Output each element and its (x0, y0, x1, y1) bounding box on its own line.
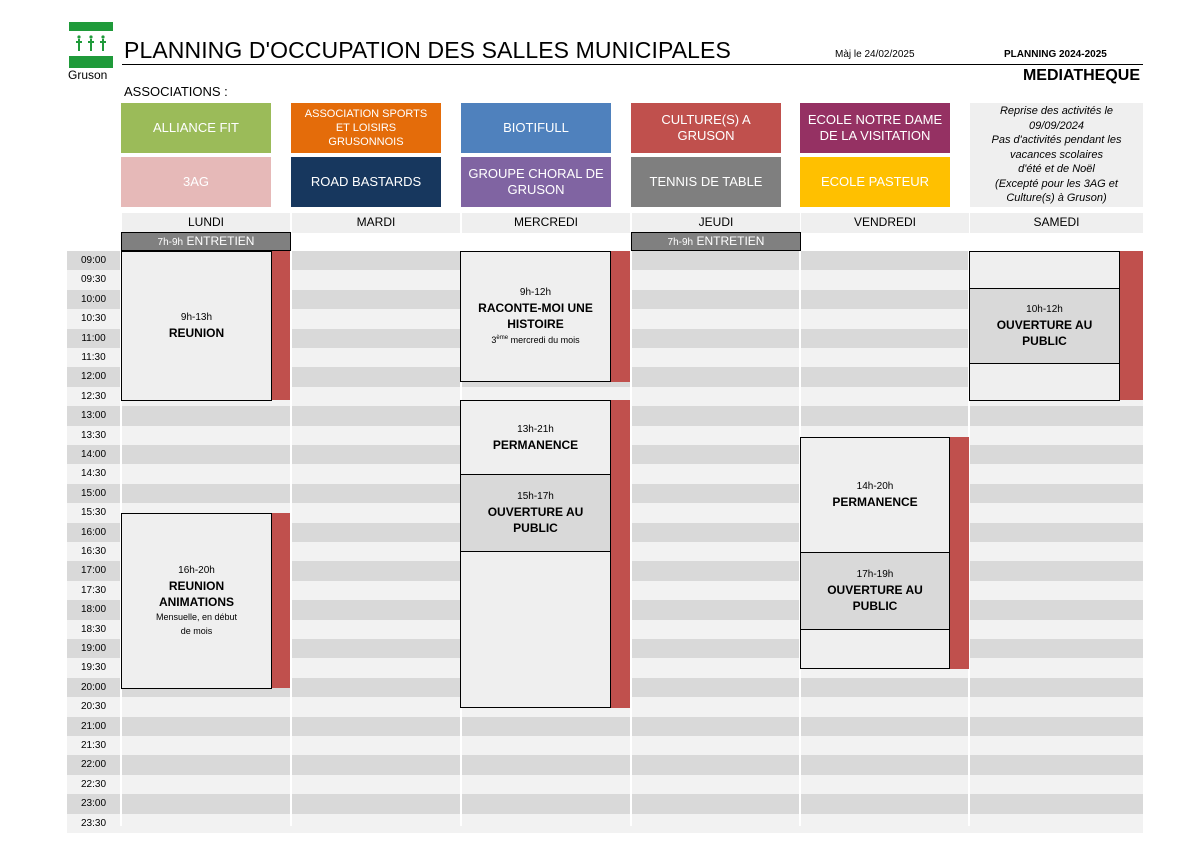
event-time: 14h-20h (856, 481, 894, 492)
association-tile: ASSOCIATION SPORTS ET LOISIRS GRUSONNOIS (291, 103, 441, 153)
event-subtitle (461, 332, 610, 346)
time-label: 22:30 (80, 778, 107, 790)
time-label: 16:00 (80, 526, 107, 538)
note-line: d'été et de Noël (1018, 163, 1095, 175)
event-title: REUNION (168, 326, 225, 340)
association-tile: ECOLE PASTEUR (800, 157, 950, 207)
event-lundi-reunion (121, 251, 272, 401)
event-title: OUVERTURE AU PUBLIC (996, 318, 1093, 348)
room-name: MEDIATHEQUE (1022, 67, 1140, 84)
time-row (67, 755, 1143, 774)
event-time: 13h-21h (517, 424, 554, 435)
note-line: 09/09/2024 (1028, 119, 1085, 132)
time-label: 15:00 (80, 487, 107, 499)
time-label: 19:00 (80, 643, 107, 654)
time-label: 13:00 (80, 410, 107, 422)
note-line: (Excepté pour les 3AG et (995, 177, 1118, 190)
time-label: 18:30 (80, 623, 107, 635)
day-header-samedi: SAMEDI (970, 213, 1143, 233)
time-row (67, 736, 1143, 755)
time-label: 11:00 (81, 332, 106, 344)
time-label: 18:00 (80, 604, 107, 616)
association-tile: BIOTIFULL (461, 103, 611, 153)
event-mercredi-ouverture (460, 474, 611, 552)
time-label: 21:30 (80, 740, 107, 751)
time-label: 09:30 (80, 274, 107, 286)
occupied-bar (950, 437, 969, 669)
occupied-bar (1120, 251, 1143, 400)
event-title: OUVERTURE AU PUBLIC (827, 583, 923, 613)
column-separator (290, 251, 292, 826)
time-label: 21:00 (80, 720, 107, 732)
association-tile: GROUPE CHORAL DE GRUSON (461, 157, 611, 207)
time-label: 12:00 (80, 371, 107, 383)
event-time: 9h-13h (180, 312, 213, 323)
time-label: 10:00 (80, 293, 107, 305)
event-time: 16h-20h (178, 565, 215, 576)
event-samedi-ouverture (969, 288, 1120, 364)
logo-crosses-icon (69, 33, 113, 53)
time-label: 23:30 (80, 817, 107, 829)
time-row (67, 794, 1143, 813)
time-label: 20:30 (80, 701, 107, 713)
time-label: 15:30 (80, 507, 107, 519)
logo-text: Gruson (68, 68, 108, 82)
time-label: 16:30 (80, 546, 107, 557)
title-divider (122, 64, 1143, 65)
time-label: 22:00 (80, 759, 107, 771)
entretien-time: 7h-9h (157, 237, 184, 248)
association-tile: 3AG (121, 157, 271, 207)
time-label: 13:30 (80, 429, 107, 441)
event-lundi-reunion-animations (121, 513, 272, 689)
note-line: Culture(s) à Gruson) (1006, 192, 1107, 204)
occupied-bar (611, 400, 630, 708)
associations-label: ASSOCIATIONS : (124, 84, 228, 99)
note-line: vacances scolaires (1010, 148, 1103, 161)
time-label: 19:30 (80, 662, 107, 674)
entretien-jeudi (631, 232, 801, 251)
time-row (67, 814, 1143, 833)
time-label: 10:30 (80, 313, 107, 325)
planning-year: PLANNING 2024-2025 (1004, 49, 1107, 60)
event-title: PERMANENCE (492, 438, 579, 452)
event-vendredi-ouverture (800, 552, 950, 630)
update-date: Màj le 24/02/2025 (835, 49, 915, 60)
page-title: PLANNING D'OCCUPATION DES SALLES MUNICIPALES (124, 37, 731, 63)
event-time: 17h-19h (856, 569, 894, 580)
event-title: RACONTE-MOI UNE HISTOIRE (478, 301, 593, 331)
day-header-vendredi: VENDREDI (801, 213, 969, 233)
event-title: OUVERTURE AU PUBLIC (487, 505, 584, 535)
time-label: 17:30 (80, 584, 107, 596)
activity-note (970, 103, 1143, 207)
day-header-mercredi: MERCREDI (462, 213, 630, 233)
event-sub-text: mercredi du mois (510, 335, 580, 345)
association-tile: ROAD BASTARDS (291, 157, 441, 207)
association-tile: TENNIS DE TABLE (631, 157, 781, 207)
entretien-lundi (121, 232, 291, 251)
association-tile: ECOLE NOTRE DAME DE LA VISITATION (800, 103, 950, 153)
day-header-lundi: LUNDI (122, 213, 290, 233)
time-label: 14:30 (80, 468, 107, 480)
time-label: 11:30 (81, 352, 106, 363)
entretien-label: ENTRETIEN (696, 234, 765, 248)
occupied-bar (271, 513, 290, 688)
event-time: 10h-12h (1026, 304, 1063, 315)
entretien-time: 7h-9h (667, 237, 694, 248)
time-label: 23:00 (80, 798, 107, 810)
gruson-logo (69, 22, 113, 68)
time-row (67, 775, 1143, 794)
event-subtitle: Mensuelle, en début de mois (155, 612, 238, 636)
event-sub-prefix: 3 (491, 335, 497, 345)
association-tile: ALLIANCE FIT (121, 103, 271, 153)
event-mercredi-raconte-moi (460, 251, 611, 382)
event-time: 9h-12h (519, 287, 552, 298)
event-title: REUNION ANIMATIONS (158, 579, 235, 609)
time-label: 20:00 (80, 681, 107, 693)
event-sub-sup: ème (496, 335, 509, 341)
time-label: 14:00 (80, 449, 107, 460)
time-label: 09:00 (80, 255, 107, 266)
time-label: 17:00 (80, 565, 107, 577)
event-mercredi-permanence (460, 400, 611, 708)
logo-stripe-top (69, 22, 113, 31)
column-separator (630, 251, 632, 826)
occupied-bar (611, 251, 630, 382)
event-time: 15h-17h (517, 491, 554, 502)
event-title: PERMANENCE (832, 495, 918, 509)
association-tile: CULTURE(S) A GRUSON (631, 103, 781, 153)
note-line: Reprise des activités le (999, 105, 1114, 117)
entretien-label: ENTRETIEN (186, 234, 255, 248)
time-row (67, 717, 1143, 736)
occupied-bar (271, 251, 290, 400)
logo-stripe-bottom (69, 56, 113, 68)
day-header-jeudi: JEUDI (632, 213, 800, 233)
day-header-mardi: MARDI (292, 213, 460, 233)
time-label: 12:30 (80, 390, 107, 402)
note-line: Pas d'activités pendant les (991, 134, 1122, 146)
